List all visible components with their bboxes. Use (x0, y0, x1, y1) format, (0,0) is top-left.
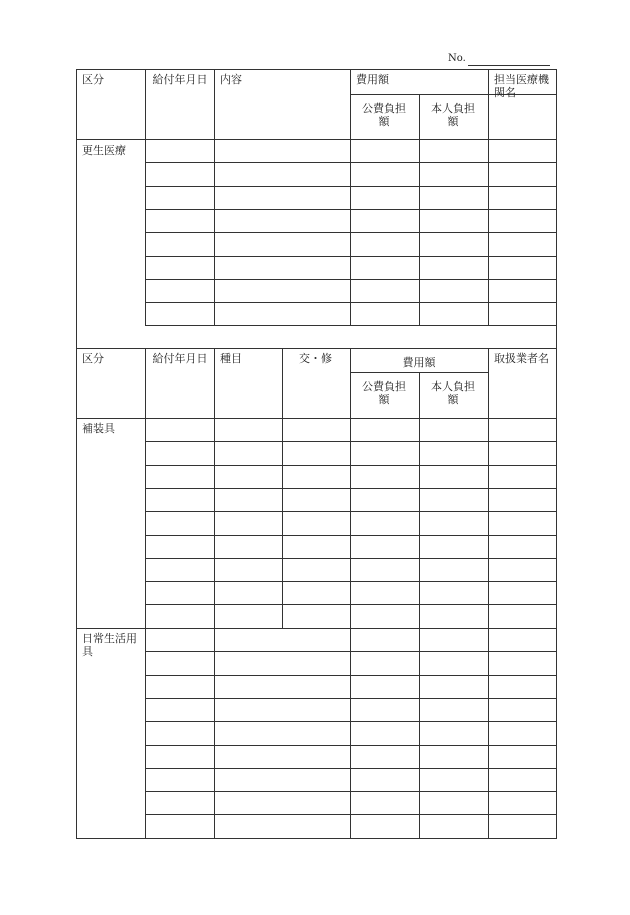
medical-date-cell[interactable] (146, 280, 214, 302)
table-left-border (76, 69, 77, 350)
medical-institution-cell[interactable] (489, 257, 556, 279)
medical-header-date: 給付年月日 (152, 73, 208, 86)
prosthetic-header-exchange-repair: 交・修 (299, 352, 332, 365)
daily-item-cell[interactable] (215, 699, 350, 721)
medical-header-public-burden: 公費負担額 (362, 102, 406, 128)
medical-content-cell[interactable] (215, 280, 350, 302)
daily-vendor-cell[interactable] (489, 792, 556, 814)
medical-institution-cell[interactable] (489, 140, 556, 162)
medical-header-content: 内容 (220, 73, 242, 86)
daily-vendor-cell[interactable] (489, 629, 556, 651)
medical-content-cell[interactable] (215, 210, 350, 232)
prosthetic-type-cell[interactable] (215, 559, 282, 581)
prosthetic-date-cell[interactable] (146, 582, 214, 604)
prosthetic-exchange-cell[interactable] (283, 442, 350, 464)
medical-public-cell[interactable] (351, 210, 419, 232)
daily-vendor-cell[interactable] (489, 722, 556, 744)
prosthetic-type-cell[interactable] (215, 582, 282, 604)
medical-public-cell[interactable] (351, 187, 419, 209)
prosthetic-exchange-cell[interactable] (283, 512, 350, 534)
prosthetic-public-cell[interactable] (351, 536, 419, 558)
medical-table-top-border (76, 69, 557, 70)
daily-vendor-cell[interactable] (489, 676, 556, 698)
medical-date-cell[interactable] (146, 187, 214, 209)
medical-content-cell[interactable] (215, 187, 350, 209)
prosthetic-exchange-cell[interactable] (283, 605, 350, 627)
medical-institution-cell[interactable] (489, 163, 556, 185)
daily-row-category-label: 日常生活用具 (82, 632, 137, 658)
prosthetic-exchange-cell[interactable] (283, 489, 350, 511)
prosthetic-self-cell[interactable] (420, 489, 488, 511)
prosthetic-exchange-cell[interactable] (283, 536, 350, 558)
prosthetic-header-vendor: 取扱業者名 (494, 352, 549, 365)
daily-public-cell[interactable] (351, 746, 419, 768)
medical-public-cell[interactable] (351, 303, 419, 325)
prosthetic-self-cell[interactable] (420, 582, 488, 604)
prosthetic-public-cell[interactable] (351, 419, 419, 441)
prosthetic-date-cell[interactable] (146, 419, 214, 441)
prosthetic-public-cell[interactable] (351, 489, 419, 511)
prosthetic-type-cell[interactable] (215, 466, 282, 488)
medical-public-cell[interactable] (351, 280, 419, 302)
daily-self-cell[interactable] (420, 746, 488, 768)
daily-date-cell[interactable] (146, 722, 214, 744)
daily-date-cell[interactable] (146, 792, 214, 814)
prosthetic-type-cell[interactable] (215, 512, 282, 534)
daily-vendor-cell[interactable] (489, 652, 556, 674)
table-bottom-border (76, 838, 557, 839)
medical-header-institution: 担当医療機関名 (494, 73, 549, 99)
daily-item-cell[interactable] (215, 629, 350, 651)
prosthetic-vendor-cell[interactable] (489, 536, 556, 558)
prosthetic-row-category-label: 補装具 (82, 422, 115, 435)
daily-public-cell[interactable] (351, 652, 419, 674)
prosthetic-public-cell[interactable] (351, 605, 419, 627)
medical-self-cell[interactable] (420, 233, 488, 255)
daily-public-cell[interactable] (351, 722, 419, 744)
prosthetic-self-cell[interactable] (420, 512, 488, 534)
daily-date-cell[interactable] (146, 676, 214, 698)
prosthetic-date-cell[interactable] (146, 489, 214, 511)
daily-item-cell[interactable] (215, 652, 350, 674)
medical-row-line (145, 325, 557, 326)
daily-item-cell[interactable] (215, 792, 350, 814)
daily-public-cell[interactable] (351, 769, 419, 791)
prosthetic-date-cell[interactable] (146, 512, 214, 534)
daily-self-cell[interactable] (420, 722, 488, 744)
medical-institution-cell[interactable] (489, 233, 556, 255)
daily-vendor-cell[interactable] (489, 699, 556, 721)
prosthetic-vendor-cell[interactable] (489, 605, 556, 627)
medical-date-cell[interactable] (146, 257, 214, 279)
medical-institution-cell[interactable] (489, 280, 556, 302)
prosthetic-public-cell[interactable] (351, 466, 419, 488)
daily-self-cell[interactable] (420, 792, 488, 814)
prosthetic-public-cell[interactable] (351, 442, 419, 464)
prosthetic-public-cell[interactable] (351, 582, 419, 604)
medical-institution-cell[interactable] (489, 187, 556, 209)
prosthetic-type-cell[interactable] (215, 536, 282, 558)
daily-date-cell[interactable] (146, 629, 214, 651)
prosthetic-type-cell[interactable] (215, 605, 282, 627)
daily-item-cell[interactable] (215, 746, 350, 768)
prosthetic-vendor-cell[interactable] (489, 419, 556, 441)
medical-self-cell[interactable] (420, 210, 488, 232)
prosthetic-self-cell[interactable] (420, 559, 488, 581)
medical-content-cell[interactable] (215, 257, 350, 279)
prosthetic-exchange-cell[interactable] (283, 419, 350, 441)
daily-public-cell[interactable] (351, 792, 419, 814)
daily-self-cell[interactable] (420, 676, 488, 698)
daily-item-cell[interactable] (215, 769, 350, 791)
daily-date-cell[interactable] (146, 746, 214, 768)
medical-self-cell[interactable] (420, 187, 488, 209)
medical-header-cost: 費用額 (356, 73, 389, 86)
daily-public-cell[interactable] (351, 676, 419, 698)
prosthetic-public-cell[interactable] (351, 559, 419, 581)
prosthetic-date-cell[interactable] (146, 466, 214, 488)
daily-self-cell[interactable] (420, 699, 488, 721)
prosthetic-header-public-burden: 公費負担額 (362, 380, 406, 406)
medical-public-cell[interactable] (351, 233, 419, 255)
document-number-label: No. (448, 53, 466, 64)
daily-item-cell[interactable] (215, 722, 350, 744)
daily-public-cell[interactable] (351, 629, 419, 651)
prosthetic-header-cost: 費用額 (402, 356, 436, 369)
daily-self-cell[interactable] (420, 769, 488, 791)
table-right-border (556, 348, 557, 839)
prosthetic-exchange-cell[interactable] (283, 466, 350, 488)
medical-row-category-label: 更生医療 (82, 144, 126, 157)
medical-content-cell[interactable] (215, 233, 350, 255)
prosthetic-date-cell[interactable] (146, 536, 214, 558)
prosthetic-header-self-burden: 本人負担額 (431, 380, 475, 406)
daily-public-cell[interactable] (351, 699, 419, 721)
daily-self-cell[interactable] (420, 652, 488, 674)
medical-self-cell[interactable] (420, 257, 488, 279)
daily-vendor-cell[interactable] (489, 815, 556, 837)
medical-self-cell[interactable] (420, 280, 488, 302)
prosthetic-header-date: 給付年月日 (152, 352, 208, 365)
medical-date-cell[interactable] (146, 210, 214, 232)
prosthetic-type-cell[interactable] (215, 489, 282, 511)
prosthetic-date-cell[interactable] (146, 559, 214, 581)
daily-vendor-cell[interactable] (489, 769, 556, 791)
daily-date-cell[interactable] (146, 699, 214, 721)
prosthetic-header-type: 種目 (220, 352, 242, 365)
medical-self-cell[interactable] (420, 140, 488, 162)
daily-self-cell[interactable] (420, 815, 488, 837)
medical-content-cell[interactable] (215, 303, 350, 325)
daily-public-cell[interactable] (351, 815, 419, 837)
daily-date-cell[interactable] (146, 652, 214, 674)
daily-vendor-cell[interactable] (489, 746, 556, 768)
prosthetic-self-cell[interactable] (420, 466, 488, 488)
prosthetic-exchange-cell[interactable] (283, 582, 350, 604)
medical-institution-cell[interactable] (489, 303, 556, 325)
prosthetic-header-category: 区分 (82, 352, 104, 365)
medical-header-self-burden: 本人負担額 (431, 102, 475, 128)
prosthetic-vendor-cell[interactable] (489, 442, 556, 464)
prosthetic-date-cell[interactable] (146, 442, 214, 464)
prosthetic-type-cell[interactable] (215, 419, 282, 441)
prosthetic-self-cell[interactable] (420, 442, 488, 464)
medical-self-cell[interactable] (420, 163, 488, 185)
prosthetic-vendor-cell[interactable] (489, 512, 556, 534)
medical-content-cell[interactable] (215, 163, 350, 185)
medical-self-cell[interactable] (420, 303, 488, 325)
daily-self-cell[interactable] (420, 629, 488, 651)
medical-public-cell[interactable] (351, 163, 419, 185)
daily-date-cell[interactable] (146, 815, 214, 837)
prosthetic-self-cell[interactable] (420, 605, 488, 627)
prosthetic-header-top (76, 348, 557, 349)
prosthetic-self-cell[interactable] (420, 419, 488, 441)
prosthetic-vendor-cell[interactable] (489, 559, 556, 581)
daily-item-cell[interactable] (215, 815, 350, 837)
medical-date-cell[interactable] (146, 233, 214, 255)
medical-header-category: 区分 (82, 73, 104, 86)
prosthetic-exchange-cell[interactable] (283, 559, 350, 581)
prosthetic-vendor-cell[interactable] (489, 489, 556, 511)
medical-institution-cell[interactable] (489, 210, 556, 232)
daily-item-cell[interactable] (215, 676, 350, 698)
medical-content-cell[interactable] (215, 140, 350, 162)
prosthetic-date-cell[interactable] (146, 605, 214, 627)
daily-date-cell[interactable] (146, 769, 214, 791)
medical-date-cell[interactable] (146, 140, 214, 162)
prosthetic-vendor-cell[interactable] (489, 582, 556, 604)
prosthetic-public-cell[interactable] (351, 512, 419, 534)
medical-date-cell[interactable] (146, 303, 214, 325)
table-left-border (76, 348, 77, 839)
document-number-underline (468, 65, 550, 66)
medical-public-cell[interactable] (351, 257, 419, 279)
medical-public-cell[interactable] (351, 140, 419, 162)
prosthetic-self-cell[interactable] (420, 536, 488, 558)
prosthetic-type-cell[interactable] (215, 442, 282, 464)
prosthetic-vendor-cell[interactable] (489, 466, 556, 488)
table-right-border (556, 69, 557, 350)
medical-date-cell[interactable] (146, 163, 214, 185)
